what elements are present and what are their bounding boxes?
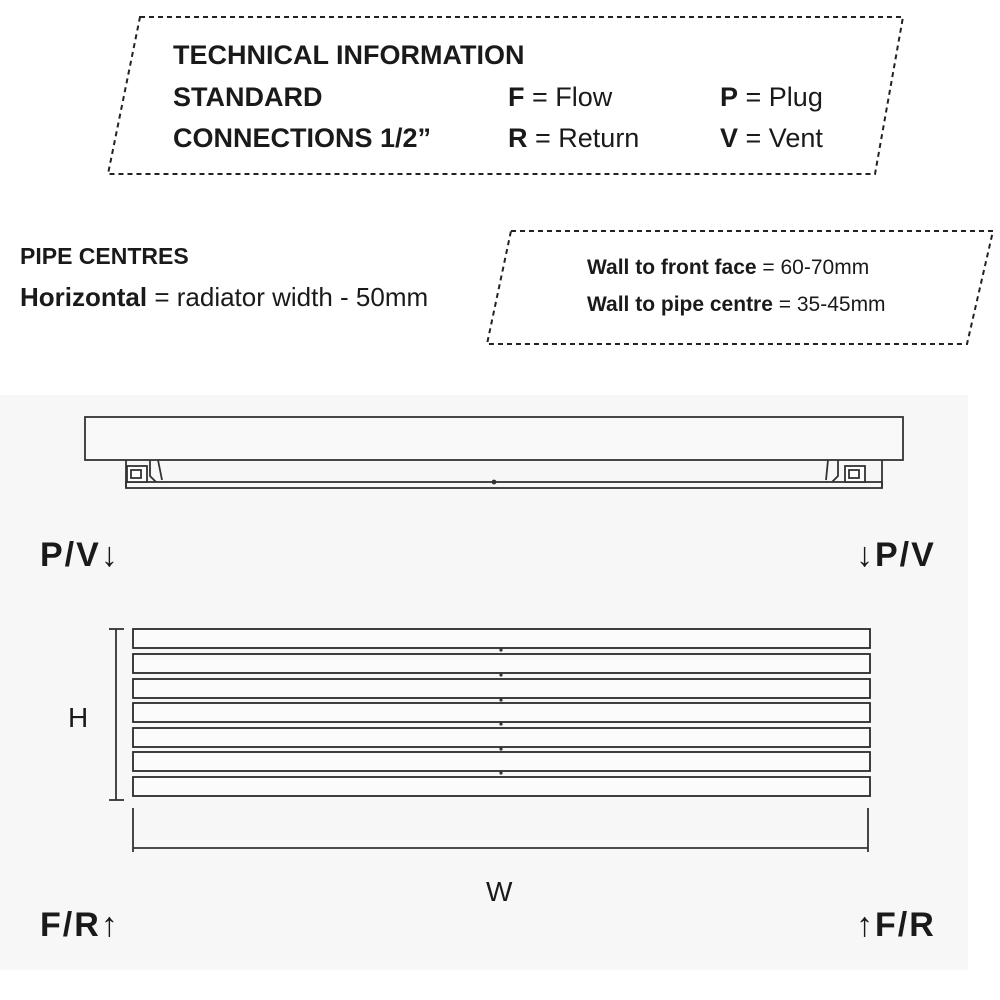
legend-flow — [508, 82, 612, 113]
wall-front-value: = 60-70mm — [756, 256, 870, 279]
height-label: H — [68, 702, 89, 733]
legend-return — [508, 123, 639, 154]
pipe-centres-title: PIPE CENTRES — [20, 243, 189, 269]
radiator-bar — [133, 629, 870, 648]
bottom-left-fr-label: F/R↑ — [40, 906, 120, 944]
legend-key: V — [720, 123, 739, 153]
top-right-pv-label: ↓P/V — [856, 536, 936, 574]
wall-info-frame — [487, 231, 993, 344]
horizontal-value: = radiator width - 50mm — [147, 282, 429, 312]
legend-eq: = — [738, 123, 769, 153]
height-dimension — [109, 629, 124, 800]
right-bracket — [845, 466, 865, 482]
width-dimension — [133, 808, 868, 852]
standard-label: STANDARD — [173, 82, 323, 112]
horizontal-label: Horizontal — [20, 282, 148, 312]
legend-value: Flow — [555, 82, 613, 112]
legend-value: Plug — [768, 82, 823, 112]
wall-pipe-label: Wall to pipe centre — [587, 293, 773, 316]
radiator-bar — [133, 752, 870, 771]
top-view-rail — [126, 482, 882, 488]
legend-eq: = — [524, 82, 556, 112]
radiator-bar — [133, 728, 870, 747]
legend-key: F — [508, 82, 525, 112]
legend-eq: = — [738, 82, 769, 112]
radiator-front-view — [133, 629, 870, 796]
radiator-bar — [133, 679, 870, 698]
radiator-top-view — [85, 417, 903, 488]
tech-info-title: TECHNICAL INFORMATION — [173, 40, 525, 70]
legend-eq: = — [527, 123, 559, 153]
left-bracket — [127, 466, 147, 482]
legend-value: Return — [558, 123, 640, 153]
bottom-right-fr-label: ↑F/R — [856, 906, 936, 944]
legend-key: P — [720, 82, 739, 112]
legend-vent — [720, 123, 823, 154]
radiator-bar — [133, 703, 870, 722]
wall-pipe-value: = 35-45mm — [772, 293, 886, 316]
top-left-pv-label: P/V↓ — [40, 536, 120, 574]
top-view-body — [85, 417, 903, 460]
radiator-bar — [133, 777, 870, 796]
wall-pipe-centre — [587, 293, 886, 317]
wall-front-face — [587, 256, 869, 280]
legend-plug — [720, 82, 823, 113]
legend-value: Vent — [768, 123, 823, 153]
radiator-bar — [133, 654, 870, 673]
wall-front-label: Wall to front face — [587, 256, 757, 279]
legend-key: R — [508, 123, 528, 153]
pipe-centres-horizontal — [20, 282, 428, 313]
width-label: W — [486, 876, 513, 907]
connections-label: CONNECTIONS 1/2” — [173, 123, 432, 153]
